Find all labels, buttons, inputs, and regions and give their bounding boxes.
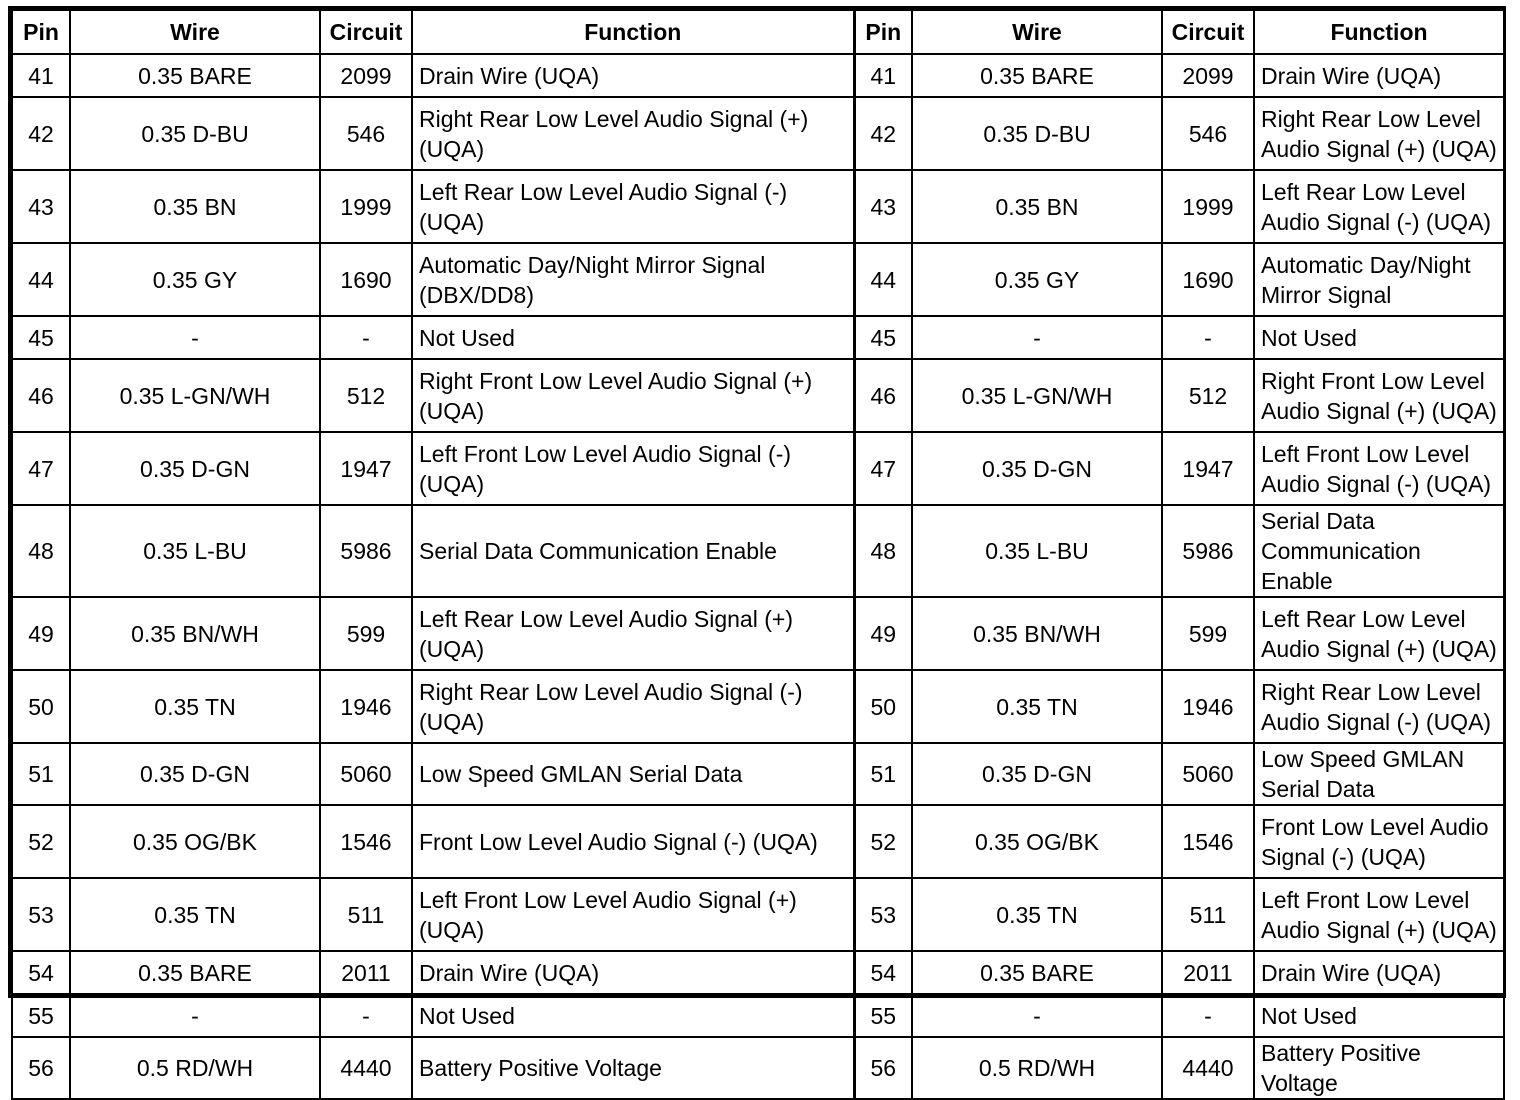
pin-cell-right: 44 (854, 243, 912, 316)
function-cell: Battery Positive Voltage (412, 1037, 854, 1099)
function-cell-right: Drain Wire (UQA) (1254, 951, 1504, 994)
table-row (12, 170, 1504, 243)
pin-cell: 42 (12, 97, 70, 170)
wire-cell-right: 0.35 BARE (912, 951, 1162, 994)
wire-cell-right: 0.35 OG/BK (912, 805, 1162, 878)
wire-cell: - (70, 994, 320, 1037)
wire-cell-right: 0.35 BN (912, 170, 1162, 243)
wire-cell: 0.35 L-GN/WH (70, 359, 320, 432)
wire-cell-right: 0.35 D-GN (912, 743, 1162, 805)
wire-cell: 0.35 D-BU (70, 97, 320, 170)
pin-cell: 41 (12, 54, 70, 97)
function-cell: Front Low Level Audio Signal (-) (UQA) (412, 805, 854, 878)
pin-cell: 54 (12, 951, 70, 994)
circuit-cell: 1946 (320, 670, 412, 743)
wire-cell: 0.35 D-GN (70, 743, 320, 805)
pin-cell-right: 52 (854, 805, 912, 878)
circuit-cell-right: 1947 (1162, 432, 1254, 505)
wire-cell-right: 0.35 D-BU (912, 97, 1162, 170)
circuit-cell: 1947 (320, 432, 412, 505)
function-cell: Left Rear Low Level Audio Signal (-) (UQA) (412, 170, 854, 243)
pin-cell: 51 (12, 743, 70, 805)
pin-cell: 50 (12, 670, 70, 743)
function-cell: Right Rear Low Level Audio Signal (-) (UQA) (412, 670, 854, 743)
wire-cell-right: 0.35 D-GN (912, 432, 1162, 505)
pin-cell-right: 49 (854, 597, 912, 670)
function-cell: Low Speed GMLAN Serial Data (412, 743, 854, 805)
circuit-cell: 511 (320, 878, 412, 951)
pin-cell: 52 (12, 805, 70, 878)
table-row (12, 597, 1504, 670)
function-cell-right: Battery Positive Voltage (1254, 1037, 1504, 1099)
function-cell-right: Drain Wire (UQA) (1254, 54, 1504, 97)
wire-cell: 0.35 BN/WH (70, 597, 320, 670)
function-cell-right: Right Rear Low Level Audio Signal (-) (UQA) (1254, 670, 1504, 743)
circuit-cell-right: 599 (1162, 597, 1254, 670)
pin-cell: 49 (12, 597, 70, 670)
pin-cell: 55 (12, 994, 70, 1037)
pin-cell: 48 (12, 505, 70, 597)
pin-cell-right: 41 (854, 54, 912, 97)
pin-cell-right: 53 (854, 878, 912, 951)
wire-cell-right: - (912, 316, 1162, 359)
pin-cell-right: 48 (854, 505, 912, 597)
header-wire: Wire (70, 10, 320, 54)
table-row (12, 805, 1504, 878)
table-header-row (12, 10, 1504, 54)
pin-cell-right: 42 (854, 97, 912, 170)
circuit-cell: 512 (320, 359, 412, 432)
header-function: Function (412, 10, 854, 54)
pin-cell-right: 45 (854, 316, 912, 359)
pin-cell-right: 54 (854, 951, 912, 994)
function-cell: Automatic Day/Night Mirror Signal (DBX/DD8) (412, 243, 854, 316)
circuit-cell-right: 511 (1162, 878, 1254, 951)
table-row (12, 97, 1504, 170)
connector-pinout-table-frame (8, 6, 1506, 1096)
circuit-cell-right: 4440 (1162, 1037, 1254, 1099)
wire-cell: 0.35 L-BU (70, 505, 320, 597)
table-row (12, 54, 1504, 97)
circuit-cell: 546 (320, 97, 412, 170)
pin-cell-right: 46 (854, 359, 912, 432)
function-cell-right: Low Speed GMLAN Serial Data (1254, 743, 1504, 805)
function-cell-right: Serial Data Communication Enable (1254, 505, 1504, 597)
wire-cell: 0.5 RD/WH (70, 1037, 320, 1099)
circuit-cell: 1690 (320, 243, 412, 316)
circuit-cell-right: 2011 (1162, 951, 1254, 994)
header-circuit: Circuit (320, 10, 412, 54)
circuit-cell: - (320, 316, 412, 359)
wire-cell-right: 0.35 TN (912, 878, 1162, 951)
wire-cell: 0.35 BARE (70, 951, 320, 994)
table-row (12, 359, 1504, 432)
table-row (12, 505, 1504, 597)
pin-cell-right: 51 (854, 743, 912, 805)
wire-cell-right: 0.35 TN (912, 670, 1162, 743)
function-cell: Not Used (412, 316, 854, 359)
wire-cell: 0.35 TN (70, 878, 320, 951)
header-pin: Pin (12, 10, 70, 54)
circuit-cell-right: 546 (1162, 97, 1254, 170)
wire-cell: 0.35 BN (70, 170, 320, 243)
circuit-cell: 2011 (320, 951, 412, 994)
circuit-cell-right: 1546 (1162, 805, 1254, 878)
wire-cell-right: 0.35 BN/WH (912, 597, 1162, 670)
pin-cell: 44 (12, 243, 70, 316)
pin-cell-right: 50 (854, 670, 912, 743)
pin-cell-right: 43 (854, 170, 912, 243)
function-cell: Left Rear Low Level Audio Signal (+) (UQA) (412, 597, 854, 670)
function-cell-right: Front Low Level Audio Signal (-) (UQA) (1254, 805, 1504, 878)
function-cell-right: Not Used (1254, 316, 1504, 359)
pin-cell: 53 (12, 878, 70, 951)
circuit-cell-right: 1690 (1162, 243, 1254, 316)
table-row (12, 243, 1504, 316)
circuit-cell: 1546 (320, 805, 412, 878)
function-cell-right: Right Rear Low Level Audio Signal (+) (UQA) (1254, 97, 1504, 170)
pin-cell: 56 (12, 1037, 70, 1099)
wire-cell: 0.35 GY (70, 243, 320, 316)
circuit-cell-right: - (1162, 316, 1254, 359)
function-cell: Drain Wire (UQA) (412, 54, 854, 97)
circuit-cell: 1999 (320, 170, 412, 243)
header-circuit-right: Circuit (1162, 10, 1254, 54)
circuit-cell-right: 2099 (1162, 54, 1254, 97)
function-cell: Left Front Low Level Audio Signal (-) (UQA) (412, 432, 854, 505)
function-cell-right: Not Used (1254, 994, 1504, 1037)
wire-cell: 0.35 BARE (70, 54, 320, 97)
function-cell: Right Rear Low Level Audio Signal (+) (UQA) (412, 97, 854, 170)
table-body (12, 54, 1504, 1099)
table-row (12, 878, 1504, 951)
circuit-cell-right: 1999 (1162, 170, 1254, 243)
function-cell: Left Front Low Level Audio Signal (+) (UQA) (412, 878, 854, 951)
circuit-cell-right: 5060 (1162, 743, 1254, 805)
circuit-cell: 5986 (320, 505, 412, 597)
connector-pinout-table (11, 9, 1505, 1100)
table-row (12, 670, 1504, 743)
circuit-cell: 2099 (320, 54, 412, 97)
table-row (12, 743, 1504, 805)
table-row (12, 316, 1504, 359)
wire-cell-right: 0.35 L-BU (912, 505, 1162, 597)
pin-cell: 45 (12, 316, 70, 359)
circuit-cell: 4440 (320, 1037, 412, 1099)
function-cell-right: Left Rear Low Level Audio Signal (-) (UQA) (1254, 170, 1504, 243)
pin-cell-right: 47 (854, 432, 912, 505)
function-cell-right: Left Rear Low Level Audio Signal (+) (UQA) (1254, 597, 1504, 670)
table-row (12, 432, 1504, 505)
header-pin-right: Pin (854, 10, 912, 54)
circuit-cell-right: 1946 (1162, 670, 1254, 743)
circuit-cell-right: 5986 (1162, 505, 1254, 597)
function-cell-right: Automatic Day/Night Mirror Signal (1254, 243, 1504, 316)
pin-cell: 43 (12, 170, 70, 243)
function-cell: Drain Wire (UQA) (412, 951, 854, 994)
pin-cell-right: 55 (854, 994, 912, 1037)
circuit-cell-right: 512 (1162, 359, 1254, 432)
pin-cell-right: 56 (854, 1037, 912, 1099)
pin-cell: 47 (12, 432, 70, 505)
circuit-cell: - (320, 994, 412, 1037)
function-cell-right: Right Front Low Level Audio Signal (+) (UQA) (1254, 359, 1504, 432)
wire-cell-right: - (912, 994, 1162, 1037)
wire-cell-right: 0.35 BARE (912, 54, 1162, 97)
function-cell: Not Used (412, 994, 854, 1037)
header-function-right: Function (1254, 10, 1504, 54)
wire-cell: 0.35 D-GN (70, 432, 320, 505)
wire-cell-right: 0.35 L-GN/WH (912, 359, 1162, 432)
pin-cell: 46 (12, 359, 70, 432)
function-cell: Right Front Low Level Audio Signal (+) (UQA) (412, 359, 854, 432)
function-cell: Serial Data Communication Enable (412, 505, 854, 597)
function-cell-right: Left Front Low Level Audio Signal (+) (UQA) (1254, 878, 1504, 951)
wire-cell: 0.35 TN (70, 670, 320, 743)
circuit-cell: 599 (320, 597, 412, 670)
function-cell-right: Left Front Low Level Audio Signal (-) (UQA) (1254, 432, 1504, 505)
table-row (12, 1037, 1504, 1099)
table-row (12, 951, 1504, 994)
header-wire-right: Wire (912, 10, 1162, 54)
wire-cell: - (70, 316, 320, 359)
wire-cell: 0.35 OG/BK (70, 805, 320, 878)
wire-cell-right: 0.5 RD/WH (912, 1037, 1162, 1099)
circuit-cell-right: - (1162, 994, 1254, 1037)
circuit-cell: 5060 (320, 743, 412, 805)
wire-cell-right: 0.35 GY (912, 243, 1162, 316)
table-row (12, 994, 1504, 1037)
